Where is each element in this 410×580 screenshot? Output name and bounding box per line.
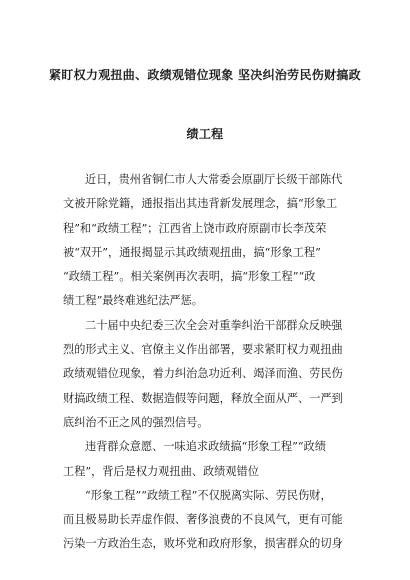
paragraph-line: 财搞政绩工程、数据造假等问题，释放全面从严、一严到 bbox=[63, 391, 343, 405]
paragraph-2 bbox=[63, 314, 353, 435]
document-title-line-2: 绩工程 bbox=[186, 127, 224, 141]
paragraph-4 bbox=[63, 484, 353, 557]
document-body bbox=[63, 168, 353, 557]
paragraph-line: 近日，贵州省铜仁市人大常委会原副厅长级干部陈代 bbox=[85, 173, 343, 186]
paragraph-line: 政绩观错位现象，着力纠治急功近利、竭泽而渔、劳民伤 bbox=[63, 367, 343, 381]
paragraph-line: 被“双开”，通报揭显示其政绩观扭曲，搞“形象工程” bbox=[63, 245, 321, 259]
paragraph-line: 而且极易助长弄虚作假、奢侈浪费的不良风气，更有可能 bbox=[63, 513, 343, 527]
paragraph-line: 底纠治不正之风的强烈信号。 bbox=[63, 415, 209, 429]
paragraph-line: “形象工程”“政绩工程”不仅脱离实际、劳民伤财， bbox=[85, 488, 332, 502]
paragraph-line: 污染一方政治生态，败坏党和政府形象，损害群众的切身 bbox=[63, 537, 343, 551]
paragraph-line: “政绩工程”。相关案例再次表明，搞“形象工程”“政 bbox=[63, 270, 316, 284]
paragraph-line: 文被开除党籍，通报指出其违背新发展理念，搞“形象工 bbox=[63, 197, 338, 211]
paragraph-1 bbox=[63, 168, 353, 314]
paragraph-line: 违背群众意愿、一味追求政绩搞“形象工程”“政绩 bbox=[85, 440, 326, 454]
paragraph-line: 程”和“政绩工程”；江西省上饶市政府原副市长李茂荣 bbox=[63, 221, 327, 235]
paragraph-3 bbox=[63, 435, 353, 484]
paragraph-line: 工程”，背后是权力观扭曲、政绩观错位 bbox=[63, 464, 259, 478]
paragraph-line: 二十届中央纪委三次全会对重拳纠治干部群众反映强 bbox=[85, 318, 343, 332]
paragraph-line: 烈的形式主义、官僚主义作出部署，要求紧盯权力观扭曲 bbox=[63, 343, 343, 357]
document-title-line-1: 紧盯权力观扭曲、政绩观错位现象 坚决纠治劳民伤财搞政 bbox=[49, 68, 361, 82]
paragraph-line: 绩工程”最终难逃纪法严惩。 bbox=[63, 294, 203, 308]
